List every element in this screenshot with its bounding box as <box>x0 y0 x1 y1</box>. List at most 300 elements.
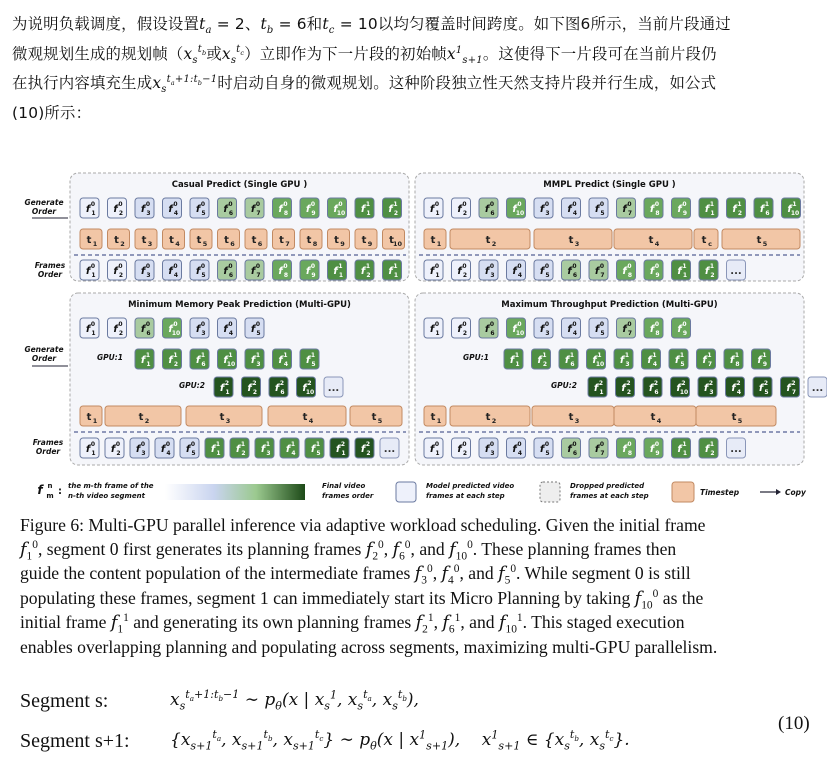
casual-gen-9-f: f <box>333 204 338 215</box>
panel-mmpl-title: MMPL Predict (Single GPU ) <box>543 180 676 190</box>
minmem-frames-1-sup: 0 <box>115 441 121 448</box>
casual-gen-11-sub: 2 <box>393 210 399 217</box>
casual-gen-3-sub: 4 <box>173 210 179 217</box>
maxthr-gpu1-9-sup: 1 <box>762 352 767 359</box>
maxthr-gpu2-1-sup: 2 <box>626 380 631 387</box>
minmem-gpu1-3-sup: 1 <box>228 352 233 359</box>
casual-gen-11-f: f <box>388 204 393 215</box>
casual-frames-2-f: f <box>140 266 146 277</box>
minmem-gpu2-3-sup: 2 <box>307 380 312 387</box>
legend-fm-m: m <box>46 492 54 500</box>
maxthr-t-4-t: t <box>731 412 737 423</box>
minmem-frames-7-sub: 3 <box>266 450 271 457</box>
casual-frames-8-f: f <box>305 266 311 277</box>
mmpl-gen-10-sup: 1 <box>709 201 715 208</box>
casual-t-7-sub: 7 <box>285 240 290 248</box>
minmem-t-3-t: t <box>302 412 308 423</box>
maxthr-frames-6-sup: 0 <box>599 441 605 448</box>
maxthr-gpu1-2-sub: 6 <box>570 361 575 368</box>
casual-frames-2-sup: 0 <box>145 263 151 270</box>
maxthr-frames-4-f: f <box>539 444 545 455</box>
maxthr-gpu1-8-sup: 1 <box>734 352 740 359</box>
minmem-frames-8-f: f <box>285 444 291 455</box>
minmem-gpu2-0-sub: 1 <box>225 389 230 396</box>
maxthr-gpu1-6-f: f <box>674 355 680 366</box>
casual-t-9-sub: 9 <box>340 240 345 248</box>
mmpl-gen-8-sup: 0 <box>654 201 660 208</box>
minmem-top-3-sub: 10 <box>171 330 181 337</box>
mmpl-gen-2-f: f <box>484 204 490 215</box>
minmem-frames-2-f: f <box>135 444 141 455</box>
maxthr-gpu2-3-sub: 10 <box>679 389 689 396</box>
legend-timestep-swatch <box>672 482 694 502</box>
maxthr-frames-2-f: f <box>484 444 490 455</box>
minmem-gpu1-4-sub: 3 <box>256 361 261 368</box>
minmem-top-6-sup: 0 <box>255 321 261 328</box>
intro-line-1: 为说明负载调度，假设设置$t_a = 2$、$t_b = 6$和$t_c = 10$以均匀覆盖时间跨度。如下图6所示，当前片段通过 <box>12 15 731 37</box>
maxthr-gpu2-2-f: f <box>648 383 654 394</box>
casual-t-11-t: t <box>389 235 394 246</box>
mmpl-t-3-t: t <box>648 235 654 246</box>
minmem-gpu2-0-sup: 2 <box>224 380 230 387</box>
minmem-frames-11-sub: 2 <box>366 450 371 457</box>
legend-dropped-swatch <box>540 482 560 502</box>
minmem-frames-2-sub: 3 <box>141 450 146 457</box>
maxthr-t-1-sub: 2 <box>491 417 497 425</box>
maxthr-top-4-sub: 3 <box>545 330 550 337</box>
casual-gen-1-sub: 2 <box>118 210 124 217</box>
minmem-top-6-sub: 5 <box>256 330 261 337</box>
maxthr-gpu1-0-sup: 1 <box>514 352 520 359</box>
casual-gen-6-sup: 0 <box>255 201 261 208</box>
legend-gradient-bar <box>165 484 305 500</box>
minmem-gpu1-5-sup: 1 <box>283 352 288 359</box>
minmem-top-1-sup: 0 <box>118 321 123 328</box>
minmem-frames-7-f: f <box>260 444 266 455</box>
maxthr-frames-9-f: f <box>677 444 682 455</box>
maxthr-gpu1-5-sub: 4 <box>652 361 658 368</box>
mmpl-gen-12-f: f <box>759 204 765 215</box>
maxthr-top-9-sub: 9 <box>682 330 688 337</box>
caption-line-3: guide the content population of the intermediate frames $f_3^0$, $f_4^0$, and $f_5^0$. While segment 0 is still <box>20 563 691 587</box>
casual-t-7-t: t <box>279 235 284 246</box>
maxthr-gpu1-4-f: f <box>619 355 625 366</box>
casual-frames-8-sup: 0 <box>310 263 316 270</box>
minmem-t-1-t: t <box>138 412 144 423</box>
mmpl-frames-0-sub: 1 <box>435 272 440 279</box>
mmpl-gen-12-sup: 1 <box>764 201 770 208</box>
casual-gen-2-sub: 3 <box>146 210 151 217</box>
minmem-gpu1-1-sup: 1 <box>173 352 178 359</box>
casual-gen-10-sup: 1 <box>365 201 371 208</box>
mmpl-t-2-t: t <box>568 235 574 246</box>
maxthr-frames-6-sub: 7 <box>600 450 605 457</box>
minmem-top-1-sub: 2 <box>118 330 124 337</box>
maxthr-gpu2-1-f: f <box>621 383 626 394</box>
maxthr-gpu1-7-sub: 7 <box>707 361 713 368</box>
casual-frames-7-sub: 8 <box>283 272 289 279</box>
mmpl-frames-4-f: f <box>539 266 545 277</box>
casual-gen-5-f: f <box>223 204 228 215</box>
minmem-gpu1-2-f: f <box>195 355 201 366</box>
mmpl-gen-4-f: f <box>539 204 545 215</box>
casual-gen-0-sup: 0 <box>90 201 96 208</box>
casual-frames-11-sup: 1 <box>393 263 398 270</box>
casual-frames-9-f: f <box>333 266 338 277</box>
maxthr-frames-10-sub: 2 <box>710 450 715 457</box>
intro-line-3: 在执行内容填充生成$x_s^{t_a+1:t_b-1}$时启动自身的微观规划。这种阶段独立性天然支持片段并行生成，如公式 <box>12 73 717 96</box>
intro-line-2: 微观规划生成的规划帧（$x_s^{t_b}$或$x_s^{t_c}$）立即作为下一片段的初始帧$x^1_{s+1}$。这使得下一片段可在当前片段仍 <box>12 44 717 66</box>
casual-gen-2-f: f <box>140 204 146 215</box>
maxthr-top-3-f: f <box>512 324 517 335</box>
casual-gen-7-sup: 0 <box>283 201 288 208</box>
minmem-top-2-f: f <box>140 324 146 335</box>
minmem-frames-3-sub: 4 <box>166 450 171 457</box>
minmem-frames-5-f: f <box>210 444 216 455</box>
casual-t-2-sub: 3 <box>147 240 153 248</box>
casual-gen-8-sub: 9 <box>311 210 316 217</box>
mmpl-gen-8-f: f <box>649 204 655 215</box>
casual-frames-1-sup: 0 <box>118 263 123 270</box>
mmpl-gen-13-sup: 1 <box>792 201 797 208</box>
mmpl-gen-0-f: f <box>429 204 435 215</box>
minmem-top-4-sup: 0 <box>200 321 206 328</box>
casual-gen-3-f: f <box>168 204 173 215</box>
maxthr-gpu1-1-sub: 2 <box>542 361 548 368</box>
minmem-top-3-f: f <box>168 324 173 335</box>
minmem-frames-8-sub: 4 <box>291 450 296 457</box>
maxthr-gpu1-1-sup: 1 <box>542 352 547 359</box>
maxthr-top-3-sub: 10 <box>515 330 525 337</box>
mmpl-frames-2-f: f <box>484 266 490 277</box>
maxthr-gpu2-7-sub: 7 <box>791 389 797 396</box>
maxthr-frames-11-label: ... <box>730 444 742 455</box>
maxthr-gpu2-3-sup: 2 <box>681 380 686 387</box>
intro-paragraph <box>12 10 818 128</box>
casual-t-1-sub: 2 <box>120 240 125 248</box>
maxthr-frames-7-f: f <box>622 444 627 455</box>
maxthr-gpu2-2-sup: 2 <box>653 380 659 387</box>
casual-gen-6-sub: 7 <box>256 210 261 217</box>
casual-gen-0-sub: 1 <box>91 210 96 217</box>
maxthr-top-9-f: f <box>677 324 682 335</box>
maxthr-frames-3-sub: 4 <box>517 450 523 457</box>
legend-fm-n: n <box>47 482 53 490</box>
mmpl-frames-2-sup: 0 <box>489 263 495 270</box>
maxthr-top-2-sub: 6 <box>490 330 495 337</box>
maxthr-gpu2-7-f: f <box>786 383 791 394</box>
mmpl-frames-1-sub: 2 <box>462 272 468 279</box>
mmpl-t-1-sub: 2 <box>491 240 497 248</box>
maxthr-gpu1-0-f: f <box>509 355 515 366</box>
maxthr-gpu1-label: GPU:1 <box>463 353 489 362</box>
mmpl-gen-8-sub: 8 <box>655 210 660 217</box>
maxthr-frames-5-sub: 6 <box>572 450 578 457</box>
casual-t-8-sub: 8 <box>312 240 318 248</box>
casual-gen-4-f: f <box>195 204 201 215</box>
minmem-top-4-sub: 3 <box>201 330 206 337</box>
maxthr-frames-5-f: f <box>567 444 572 455</box>
minmem-frames-4-sup: 0 <box>190 441 196 448</box>
mmpl-gen-1-sup: 0 <box>462 201 467 208</box>
maxthr-gpu1-9-f: f <box>757 355 762 366</box>
minmem-gpu1-5-sub: 4 <box>283 361 289 368</box>
minmem-gpu1-6-sup: 1 <box>310 352 316 359</box>
minmem-frames-10-f: f <box>335 444 341 455</box>
maxthr-frames-3-f: f <box>512 444 517 455</box>
maxthr-gpu1-4-sub: 3 <box>625 361 630 368</box>
mmpl-gen-5-sub: 4 <box>572 210 578 217</box>
maxthr-gpu1-3-sub: 10 <box>595 361 605 368</box>
mmpl-gen-1-sub: 2 <box>462 210 468 217</box>
maxthr-frames-5-sup: 0 <box>572 441 577 448</box>
maxthr-t-0-t: t <box>430 412 436 423</box>
maxthr-top-4-f: f <box>539 324 545 335</box>
maxthr-frames-9-sub: 1 <box>682 450 688 457</box>
casual-frames-7-f: f <box>278 266 283 277</box>
minmem-frames-4-sub: 5 <box>191 450 196 457</box>
casual-gen-0-f: f <box>85 204 91 215</box>
casual-gen-8-f: f <box>305 204 311 215</box>
generate-order-label-1: Generate <box>24 198 64 207</box>
maxthr-gpu1-8-sub: 8 <box>735 361 740 368</box>
casual-t-10-sub: 9 <box>367 240 373 248</box>
minmem-gpu1-0-sub: 1 <box>146 361 151 368</box>
maxthr-gpu1-6-sup: 1 <box>679 352 685 359</box>
legend-final-2: frames order <box>322 492 374 500</box>
maxthr-frames-1-f: f <box>457 444 462 455</box>
minmem-gpu1-6-f: f <box>305 355 311 366</box>
legend-fm-desc-2: n-th video segment <box>68 492 145 500</box>
maxthr-frames-10-sup: 1 <box>709 441 715 448</box>
mmpl-gen-13-f: f <box>787 204 792 215</box>
minmem-gpu1-6-sub: 5 <box>311 361 316 368</box>
panel-casual-title: Casual Predict (Single GPU ) <box>171 180 308 190</box>
mmpl-gen-11-sup: 1 <box>737 201 742 208</box>
minmem-top-5-f: f <box>223 324 228 335</box>
legend-dropped-2: frames at each step <box>570 492 649 500</box>
maxthr-frames-8-sub: 9 <box>655 450 660 457</box>
maxthr-gpu2-3-f: f <box>676 383 681 394</box>
mmpl-frames-4-sup: 0 <box>544 263 550 270</box>
frames-order-label-6: Order <box>35 447 61 456</box>
mmpl-frames-5-sub: 6 <box>572 272 578 279</box>
mmpl-frames-3-sub: 4 <box>517 272 523 279</box>
caption-line-6: enables overlapping planning and populating across segments, maximizing multi-GPU parallelism. <box>20 636 718 657</box>
casual-frames-0-sub: 1 <box>91 272 96 279</box>
casual-frames-10-f: f <box>360 266 366 277</box>
figure-6 <box>0 160 827 510</box>
minmem-gpu2-2-f: f <box>274 383 280 394</box>
minmem-frames-5-sup: 1 <box>215 441 221 448</box>
maxthr-frames-8-f: f <box>649 444 655 455</box>
mmpl-gen-12-sub: 6 <box>765 210 770 217</box>
maxthr-gpu2-0-sub: 1 <box>599 389 604 396</box>
maxthr-t-4-sub: 5 <box>737 417 743 425</box>
mmpl-gen-11-sub: 2 <box>737 210 743 217</box>
mmpl-t-3-sub: 4 <box>654 240 660 248</box>
maxthr-top-5-sup: 0 <box>572 321 577 328</box>
mmpl-gen-2-sup: 0 <box>489 201 495 208</box>
mmpl-t-0-t: t <box>430 235 436 246</box>
casual-gen-4-sup: 0 <box>200 201 206 208</box>
minmem-frames-1-f: f <box>110 444 116 455</box>
legend-copy-arrowhead <box>776 489 781 495</box>
maxthr-gpu2-4-sup: 2 <box>708 380 714 387</box>
casual-frames-3-sub: 4 <box>173 272 179 279</box>
maxthr-frames-8-sup: 0 <box>654 441 660 448</box>
minmem-gpu2-2-sub: 6 <box>280 389 285 396</box>
minmem-frames-6-sub: 2 <box>241 450 246 457</box>
minmem-t-0-t: t <box>86 412 92 423</box>
mmpl-frames-11-label: ... <box>730 266 742 277</box>
mmpl-gen-3-sub: 10 <box>515 210 525 217</box>
casual-gen-1-f: f <box>113 204 118 215</box>
minmem-gpu2-3-f: f <box>302 383 307 394</box>
figure-caption <box>20 514 812 659</box>
caption-line-2: $f_1^0$, segment 0 first generates its planning frames $f_2^0$, $f_6^0$, and $f_{10}^0$. These planning frames then <box>20 538 677 563</box>
mmpl-frames-0-f: f <box>429 266 435 277</box>
mmpl-frames-8-f: f <box>649 266 655 277</box>
mmpl-gen-6-sub: 5 <box>600 210 605 217</box>
casual-t-5-sub: 6 <box>230 240 235 248</box>
mmpl-gen-13-sub: 10 <box>790 210 800 217</box>
casual-frames-1-f: f <box>113 266 118 277</box>
casual-frames-11-f: f <box>388 266 393 277</box>
maxthr-frames-1-sup: 0 <box>462 441 467 448</box>
maxthr-frames-0-f: f <box>429 444 435 455</box>
maxthr-gpu1-3-sup: 1 <box>597 352 602 359</box>
mmpl-frames-4-sub: 5 <box>545 272 550 279</box>
minmem-gpu1-1-f: f <box>168 355 173 366</box>
casual-t-8-t: t <box>306 235 312 246</box>
mmpl-frames-7-sub: 8 <box>627 272 633 279</box>
casual-frames-5-sub: 6 <box>228 272 234 279</box>
maxthr-top-4-sup: 0 <box>544 321 550 328</box>
maxthr-t-0-sub: 1 <box>436 417 442 425</box>
casual-t-3-t: t <box>169 235 174 246</box>
caption-line-4: populating these frames, segment 1 can immediately start its Micro Planning by taking $f_{10}^0$ as the <box>20 587 704 612</box>
mmpl-gen-10-sub: 1 <box>710 210 715 217</box>
minmem-frames-4-f: f <box>185 444 191 455</box>
mmpl-gen-11-f: f <box>732 204 737 215</box>
mmpl-frames-1-sup: 0 <box>462 263 467 270</box>
legend-colon: : <box>58 486 62 497</box>
mmpl-gen-9-sub: 9 <box>682 210 688 217</box>
maxthr-frames-10-f: f <box>704 444 710 455</box>
maxthr-gpu1-8-f: f <box>729 355 735 366</box>
minmem-frames-11-f: f <box>360 444 366 455</box>
mmpl-frames-8-sub: 9 <box>655 272 660 279</box>
maxthr-gpu2-6-sup: 2 <box>763 380 769 387</box>
minmem-frames-6-f: f <box>235 444 241 455</box>
maxthr-gpu1-6-sub: 5 <box>680 361 685 368</box>
legend-final-1: Final video <box>322 482 366 490</box>
minmem-gpu1-3-sub: 10 <box>226 361 236 368</box>
minmem-gpu1-4-sup: 1 <box>255 352 261 359</box>
mmpl-gen-7-sup: 0 <box>627 201 632 208</box>
casual-frames-10-sup: 1 <box>365 263 371 270</box>
maxthr-top-5-sub: 4 <box>572 330 578 337</box>
maxthr-gpu2-5-sub: 4 <box>736 389 742 396</box>
casual-gen-10-sub: 1 <box>366 210 371 217</box>
casual-t-3-sub: 4 <box>175 240 180 248</box>
casual-gen-10-f: f <box>360 204 366 215</box>
maxthr-frames-6-f: f <box>594 444 600 455</box>
maxthr-top-8-sub: 8 <box>655 330 660 337</box>
minmem-top-0-sub: 1 <box>91 330 96 337</box>
maxthr-top-3-sup: 0 <box>517 321 522 328</box>
legend-fm-desc-1: the m-th frame of the <box>68 482 154 490</box>
casual-t-4-t: t <box>196 235 202 246</box>
maxthr-gpu2-4-sub: 3 <box>709 389 714 396</box>
mmpl-frames-0-sup: 0 <box>434 263 440 270</box>
minmem-gpu2-4-label: ... <box>327 383 340 394</box>
maxthr-gpu2-5-sup: 2 <box>736 380 741 387</box>
maxthr-top-0-sub: 1 <box>435 330 440 337</box>
mmpl-gen-1-f: f <box>457 204 462 215</box>
casual-t-1-t: t <box>114 235 119 246</box>
casual-frames-0-sup: 0 <box>90 263 96 270</box>
maxthr-top-6-sub: 5 <box>600 330 605 337</box>
casual-t-0-t: t <box>86 235 92 246</box>
casual-gen-6-f: f <box>250 204 256 215</box>
minmem-frames-6-sup: 1 <box>240 441 246 448</box>
maxthr-gpu1-1-f: f <box>537 355 542 366</box>
maxthr-frames-1-sub: 2 <box>462 450 468 457</box>
maxthr-top-7-sup: 0 <box>627 321 632 328</box>
maxthr-gpu2-8-label: ... <box>811 383 824 394</box>
mmpl-frames-10-sup: 1 <box>709 263 715 270</box>
frames-order-label-1: Frames <box>34 261 66 270</box>
casual-frames-0-f: f <box>85 266 91 277</box>
mmpl-frames-9-sub: 1 <box>682 272 688 279</box>
casual-frames-4-f: f <box>195 266 201 277</box>
casual-frames-2-sub: 3 <box>146 272 151 279</box>
maxthr-gpu2-1-sub: 2 <box>626 389 632 396</box>
maxthr-frames-7-sup: 0 <box>627 441 632 448</box>
casual-frames-10-sub: 2 <box>366 272 371 279</box>
maxthr-t-2-t: t <box>568 412 574 423</box>
minmem-frames-9-f: f <box>310 444 316 455</box>
minmem-frames-2-sup: 0 <box>140 441 146 448</box>
maxthr-top-6-f: f <box>594 324 600 335</box>
equation-number: (10) <box>778 713 810 734</box>
maxthr-gpu2-4-f: f <box>703 383 709 394</box>
minmem-top-2-sup: 0 <box>145 321 151 328</box>
minmem-gpu1-label: GPU:1 <box>97 353 123 362</box>
frames-order-label-2: Order <box>37 270 63 279</box>
mmpl-gen-6-sup: 0 <box>599 201 605 208</box>
minmem-t-4-sub: 5 <box>377 417 383 425</box>
casual-gen-9-sup: 0 <box>338 201 343 208</box>
casual-t-6-sub: 6 <box>257 240 263 248</box>
mmpl-t-5-t: t <box>756 235 762 246</box>
casual-t-5-t: t <box>224 235 229 246</box>
maxthr-frames-9-sup: 1 <box>682 441 687 448</box>
minmem-gpu1-2-sub: 6 <box>201 361 206 368</box>
mmpl-t-1-t: t <box>485 235 491 246</box>
casual-gen-8-sup: 0 <box>310 201 316 208</box>
casual-gen-11-sup: 1 <box>393 201 398 208</box>
minmem-t-0-sub: 1 <box>92 417 98 425</box>
minmem-frames-0-f: f <box>85 444 91 455</box>
maxthr-top-2-sup: 0 <box>489 321 495 328</box>
minmem-frames-3-sup: 0 <box>165 441 171 448</box>
maxthr-top-1-sup: 0 <box>462 321 467 328</box>
caption-line-1: Figure 6: Multi-GPU parallel inference via adaptive workload scheduling. Given the initial frame <box>20 515 706 535</box>
panel-maxthr-title: Maximum Throughput Prediction (Multi-GPU) <box>501 300 718 310</box>
